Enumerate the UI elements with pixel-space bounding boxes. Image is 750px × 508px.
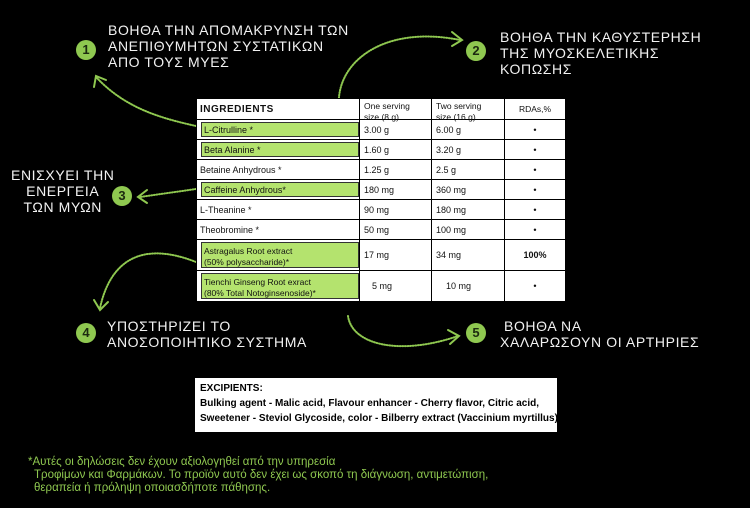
table-row — [197, 160, 565, 180]
two-serving-value: 6.00 g — [432, 120, 505, 139]
two-serving-value: 100 mg — [432, 220, 505, 239]
one-serving-value: 5 mg — [360, 271, 432, 301]
two-serving-value: 10 mg — [432, 271, 505, 301]
ingredient-name: Tienchi Ginseng Root exract (80% Total Notoginsenoside)* — [201, 273, 359, 299]
rda-value: • — [533, 124, 537, 135]
badge-4: 4 — [76, 323, 96, 343]
badge-2: 2 — [466, 41, 486, 61]
claim-4: ΥΠΟΣΤΗΡΙΖΕΙ ΤΟ ΑΝΟΣΟΠΟΙΗΤΙΚΟ ΣΥΣΤΗΜΑ — [107, 318, 307, 350]
two-serving-value: 2.5 g — [432, 160, 505, 179]
rda-value: • — [533, 144, 537, 155]
header-two-serving: Two serving size (16 g) — [432, 99, 505, 119]
badge-5: 5 — [466, 323, 486, 343]
one-serving-value: 3.00 g — [360, 120, 432, 139]
badge-3: 3 — [112, 186, 132, 206]
rda-value: • — [533, 204, 537, 215]
arrow-to-4 — [100, 253, 196, 308]
arrow-to-1 — [96, 77, 196, 126]
claim-1: ΒΟΗΘΑ ΤΗΝ ΑΠΟΜΑΚΡΥΝΣΗ ΤΩΝ ΑΝΕΠΙΘΥΜΗΤΩΝ ΣΥΣΤΑΤΙΚΩΝ ΑΠΟ ΤΟΥΣ ΜΥΕΣ — [108, 22, 349, 70]
ingredient-name: Beta Alanine * — [201, 142, 359, 157]
ingredient-name: Betaine Anhydrous * — [197, 160, 360, 179]
ingredient-name: Caffeine Anhydrous* — [201, 182, 359, 197]
rda-value: • — [533, 224, 537, 235]
excipients-title: EXCIPIENTS: — [200, 383, 263, 394]
rda-value: • — [533, 164, 537, 175]
two-serving-value: 360 mg — [432, 180, 505, 199]
ingredients-table — [196, 98, 566, 302]
two-serving-value: 3.20 g — [432, 140, 505, 159]
one-serving-value: 50 mg — [360, 220, 432, 239]
rda-value: • — [533, 184, 537, 195]
table-row — [197, 120, 565, 140]
claim-2: ΒΟΗΘΑ ΤΗΝ ΚΑΘΥΣΤΕΡΗΣΗ ΤΗΣ ΜΥΟΣΚΕΛΕΤΙΚΗΣ ΚΟΠΩΣΗΣ — [500, 29, 702, 77]
table-row — [197, 200, 565, 220]
one-serving-value: 17 mg — [360, 240, 432, 270]
arrow-to-3 — [140, 189, 196, 197]
claim-5: ΒΟΗΘΑ ΝΑ ΧΑΛΑΡΩΣΟΥΝ ΟΙ ΑΡΤΗΡΙΕΣ — [500, 318, 700, 350]
rda-value: • — [533, 281, 537, 291]
excipients-box — [194, 377, 558, 433]
two-serving-value: 34 mg — [432, 240, 505, 270]
table-row — [197, 180, 565, 200]
one-serving-value: 90 mg — [360, 200, 432, 219]
ingredient-name: Theobromine * — [197, 220, 360, 239]
ingredient-name: L-Theanine * — [197, 200, 360, 219]
excipients-line-2: Sweetener - Steviol Glycoside, color - Bilberry extract (Vaccinium myrtillus) — [200, 413, 558, 424]
two-serving-value: 180 mg — [432, 200, 505, 219]
table-row — [197, 240, 565, 271]
excipients-line-1: Bulking agent - Malic acid, Flavour enhancer - Cherry flavor, Citric acid, — [200, 398, 539, 409]
one-serving-value: 1.60 g — [360, 140, 432, 159]
arrow-to-5 — [348, 316, 458, 346]
ingredient-name: L-Citrulline * — [201, 122, 359, 137]
header-rdas: RDAs,% — [518, 104, 552, 114]
table-header — [197, 99, 565, 120]
table-row — [197, 271, 565, 301]
one-serving-value: 1.25 g — [360, 160, 432, 179]
header-ingredients: INGREDIENTS — [197, 99, 360, 119]
one-serving-value: 180 mg — [360, 180, 432, 199]
table-row — [197, 140, 565, 160]
ingredient-name: Astragalus Root extract (50% polysaccharide)* — [201, 242, 359, 268]
badge-1: 1 — [76, 40, 96, 60]
header-one-serving: One serving size (8 g) — [360, 99, 432, 119]
rda-value: 100% — [523, 250, 547, 260]
disclaimer: *Αυτές οι δηλώσεις δεν έχουν αξιολογηθεί από την υπηρεσία Τροφίμων και Φαρμάκων. Το προϊόν αυτό δεν έχει ως σκοπό τη διάγνωση, αντιμετώπιση, θεραπεία ή πρόληψη οποιασδήποτε πάθησης. — [28, 456, 489, 494]
table-row — [197, 220, 565, 240]
claim-3: ΕΝΙΣΧΥΕΙ ΤΗΝ ΕΝΕΡΓΕΙΑ ΤΩΝ ΜΥΩΝ — [11, 167, 115, 215]
